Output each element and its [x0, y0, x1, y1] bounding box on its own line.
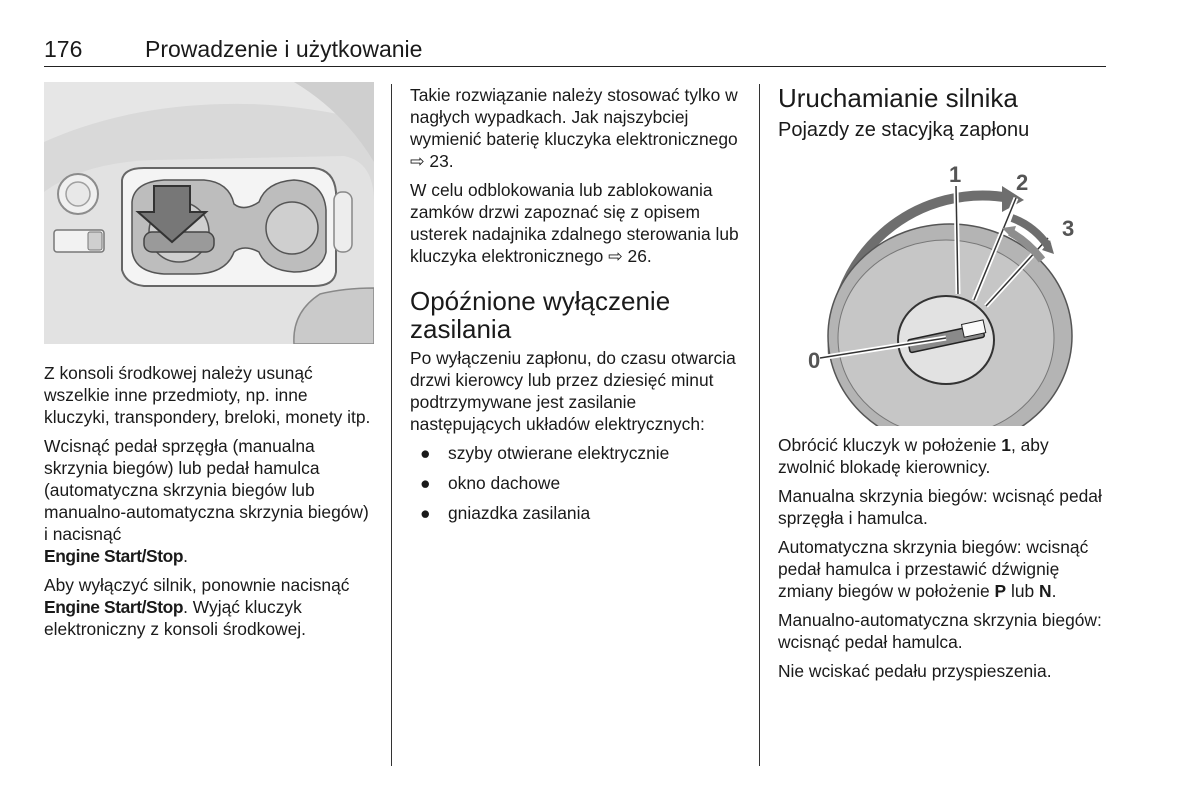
- automatic-gearbox-paragraph: [778, 536, 1108, 602]
- column-2: [410, 84, 740, 532]
- column-1: [44, 82, 374, 647]
- position-1-bold: 1: [1001, 435, 1011, 455]
- ignition-switch-diagram: [778, 156, 1108, 426]
- list-item-label: gniazdka zasilania: [448, 503, 591, 523]
- stop-engine-paragraph: [44, 574, 374, 640]
- turn-key-paragraph: [778, 434, 1108, 478]
- list-item: [410, 472, 740, 494]
- page-header: [44, 36, 1106, 67]
- position-label-0: 0: [808, 348, 821, 373]
- running-title: Prowadzenie i użytkowanie: [145, 36, 423, 62]
- pedal-text: Wcisnąć pedał sprzęgła (manualna skrzynia biegów) lub pedał hamulca (automatyczna skrzynia biegów lub manualno-automatyczna skrzynia biegów) i nacisnąć: [44, 436, 369, 544]
- engine-start-stop-label-2: Engine Start/Stop: [44, 597, 184, 617]
- pedal-paragraph: [44, 435, 374, 567]
- position-p-bold: P: [994, 581, 1007, 601]
- delayed-power-paragraph: Po wyłączeniu zapłonu, do czasu otwarcia drzwi kierowcy lub przez dziesięć minut podtrzymywane jest zasilanie następujących układów elektrycznych:: [410, 348, 736, 434]
- section-heading-delayed-power-off: Opóźnione wyłączenie zasilania: [410, 286, 671, 344]
- automatic-text-mid: lub: [1006, 581, 1040, 601]
- bullet-icon: ●: [420, 503, 431, 523]
- manual-gearbox-paragraph: Manualna skrzynia biegów: wcisnąć pedał sprzęgła i hamulca.: [778, 486, 1102, 528]
- list-item-label: szyby otwierane elektrycznie: [448, 443, 670, 463]
- console-paragraph: Z konsoli środkowej należy usunąć wszelkie inne przedmioty, np. inne kluczyki, transpondery, breloki, monety itp.: [44, 363, 371, 427]
- column-divider-2: [759, 84, 760, 766]
- battery-paragraph: Takie rozwiązanie należy stosować tylko w nagłych wypadkach. Jak najszybciej wymienić baterię kluczyka elektronicznego ⇨ 23.: [410, 85, 738, 171]
- powered-systems-list: [410, 442, 740, 524]
- list-item: [410, 442, 740, 464]
- automatic-text-end: .: [1051, 581, 1057, 601]
- position-n-bold: N: [1039, 581, 1052, 601]
- automated-manual-paragraph: Manualno-automatyczna skrzynia biegów: wcisnąć pedał hamulca.: [778, 610, 1102, 652]
- bullet-icon: ●: [420, 443, 431, 463]
- lock-paragraph: W celu odblokowania lub zablokowania zamków drzwi zapoznać się z opisem usterek nadajnika zdalnego sterowania lub kluczyka elektronicznego ⇨ 26.: [410, 180, 739, 266]
- automatic-text-a: Automatyczna skrzynia biegów: wcisnąć pedał hamulca i przestawić dźwignię zmiany biegów w położenie: [778, 537, 1089, 601]
- list-item-label: okno dachowe: [448, 473, 561, 493]
- list-item: [410, 502, 740, 524]
- pedal-text-end: .: [183, 546, 188, 566]
- stop-engine-text-a: Aby wyłączyć silnik, ponownie nacisnąć: [44, 575, 350, 595]
- position-label-1: 1: [949, 162, 962, 187]
- stop-engine-text-b: . Wyjąć kluczyk elektroniczny z konsoli środkowej.: [44, 597, 306, 639]
- accelerator-paragraph: Nie wciskać pedału przyspieszenia.: [778, 661, 1052, 681]
- column-3: [778, 84, 1108, 689]
- position-label-2: 2: [1016, 170, 1029, 195]
- column-divider-1: [391, 84, 392, 766]
- turn-key-text-a: Obrócić kluczyk w położenie: [778, 435, 1002, 455]
- page-number: 176: [44, 36, 83, 62]
- subheading-ignition-switch: Pojazdy ze stacyjką zapłonu: [778, 119, 1030, 141]
- center-console-illustration: [44, 82, 374, 344]
- section-heading-engine-start: Uruchamianie silnika: [778, 83, 1018, 113]
- engine-start-stop-label: Engine Start/Stop: [44, 546, 184, 566]
- bullet-icon: ●: [420, 473, 431, 493]
- turn-key-text-b: , aby zwolnić blokadę kierownicy.: [778, 435, 1049, 477]
- position-label-3: 3: [1062, 216, 1075, 241]
